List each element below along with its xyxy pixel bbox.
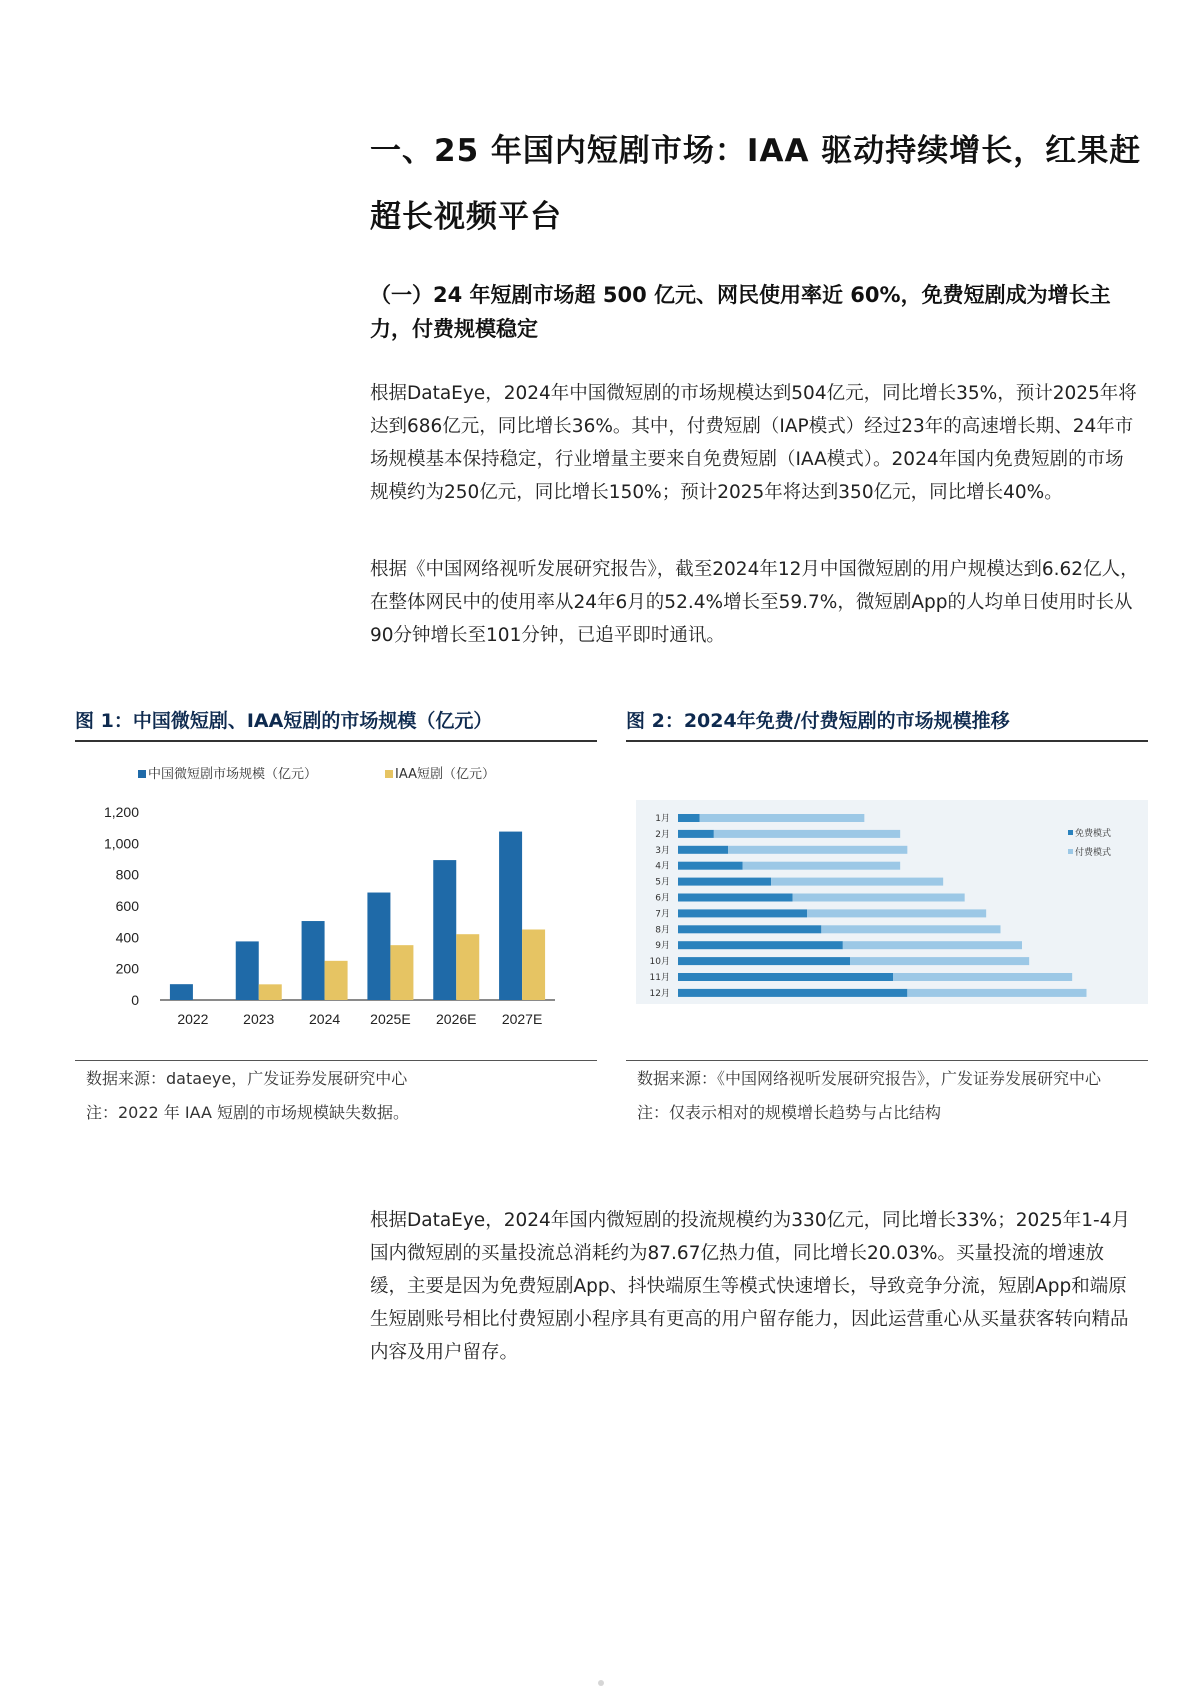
figure-1-title: 图 1：中国微短剧、IAA短剧的市场规模（亿元）	[75, 706, 597, 742]
bar-iaa	[456, 934, 479, 1000]
y-category-label: 9月	[655, 941, 670, 952]
bar-paid	[807, 909, 986, 917]
bar-free	[678, 957, 850, 965]
bar-iaa	[390, 945, 413, 1000]
legend-free-label: 免费模式	[1075, 829, 1112, 839]
bar-market-size	[236, 941, 259, 1000]
x-tick-label: 2025E	[370, 1011, 411, 1027]
bar-market-size	[499, 832, 522, 1000]
legend-iaa-label: IAA短剧（亿元）	[395, 767, 495, 782]
x-tick-label: 2022	[177, 1011, 209, 1027]
page-dot	[598, 1680, 604, 1686]
bar-paid	[850, 957, 1029, 965]
bar-paid	[843, 941, 1022, 949]
y-tick-label: 1,000	[103, 835, 139, 852]
figure-2-title: 图 2：2024年免费/付费短剧的市场规模推移	[626, 706, 1148, 742]
y-tick-label: 800	[115, 866, 139, 883]
bar-free	[678, 830, 714, 838]
bar-market-size	[170, 984, 193, 1000]
y-tick-label: 600	[115, 898, 139, 914]
y-category-label: 6月	[655, 893, 670, 904]
legend-iaa-swatch	[385, 770, 393, 778]
bar-paid	[728, 846, 907, 854]
y-tick-label: 400	[115, 929, 139, 946]
y-tick-label: 0	[131, 992, 139, 1008]
bar-paid	[771, 878, 943, 886]
figure-1-notes	[86, 1062, 596, 1130]
bar-market-size	[433, 860, 456, 1000]
bar-free	[678, 925, 821, 933]
figure-1-chart	[75, 748, 597, 1048]
bar-free	[678, 894, 793, 902]
section-title: 一、25 年国内短剧市场：IAA 驱动持续增长，红果赶超长视频平台	[370, 133, 1142, 235]
y-category-label: 7月	[655, 909, 670, 920]
legend-paid-swatch	[1068, 849, 1073, 854]
x-tick-label: 2027E	[501, 1011, 543, 1027]
y-tick-label: 1,200	[103, 804, 139, 820]
figure-2-note: 注：仅表示相对的规模增长趋势与占比结构	[637, 1103, 942, 1122]
y-category-label: 12月	[649, 988, 670, 999]
figure-2-chart	[636, 800, 1148, 1004]
bar-paid	[793, 894, 965, 902]
bar-paid	[821, 925, 1000, 933]
y-category-label: 8月	[655, 925, 670, 936]
bar-free	[678, 878, 771, 886]
bar-iaa	[259, 984, 282, 1000]
y-category-label: 1月	[655, 814, 670, 824]
bar-free	[678, 973, 893, 981]
x-tick-label: 2026E	[436, 1011, 477, 1027]
figure-2-bottom-rule	[626, 1060, 1148, 1061]
bar-free	[678, 909, 807, 917]
y-category-label: 2月	[655, 829, 670, 840]
figure-1-bottom-rule	[75, 1060, 597, 1061]
bar-paid	[714, 830, 900, 838]
bar-paid	[700, 814, 865, 822]
y-category-label: 4月	[655, 861, 670, 872]
bar-market-size	[302, 921, 325, 1000]
x-tick-label: 2024	[309, 1011, 341, 1027]
y-category-label: 11月	[649, 973, 670, 983]
bar-iaa	[325, 961, 348, 1000]
bar-market-size	[367, 893, 390, 1000]
figure-2-source: 数据来源：《中国网络视听发展研究报告》，广发证券发展研究中心	[637, 1069, 1102, 1088]
bar-paid	[907, 989, 1086, 997]
bar-free	[678, 846, 728, 854]
bar-free	[678, 862, 743, 870]
figure-1-note: 注：2022 年 IAA 短剧的市场规模缺失数据。	[86, 1103, 410, 1122]
y-category-label: 5月	[655, 877, 670, 888]
legend-paid-label: 付费模式	[1075, 848, 1112, 858]
bar-iaa	[522, 930, 545, 1001]
figure-2-chart-panel	[636, 800, 1148, 1004]
y-category-label: 3月	[655, 845, 670, 856]
figure-2-notes	[637, 1062, 1142, 1130]
bar-free	[678, 989, 907, 997]
legend-market-size-swatch	[138, 770, 146, 778]
paragraph-ad-spend: 根据DataEye，2024年国内微短剧的投流规模约为330亿元，同比增长33%；2025年1-4月国内微短剧的买量投流总消耗约为87.67亿热力值，同比增长20.03%。买量投流的增速放缓，主要是因为免费短剧App、抖快端原生等模式快速增长，导致竞争分流，短剧App和端原生短剧账号相比付费短剧小程序具有更高的用户留存能力，因此运营重心从买量获客转向精品内容及用户留存。	[370, 1210, 1131, 1363]
bar-paid	[893, 973, 1072, 981]
y-tick-label: 200	[115, 960, 139, 977]
bar-free	[678, 941, 843, 949]
paragraph-user-scale: 根据《中国网络视听发展研究报告》，截至2024年12月中国微短剧的用户规模达到6.62亿人，在整体网民中的使用率从24年6月的52.4%增长至59.7%，微短剧App的人均单日使用时长从90分钟增长至101分钟，已追平即时通讯。	[370, 559, 1139, 646]
paragraph-market-size: 根据DataEye，2024年中国微短剧的市场规模达到504亿元，同比增长35%，预计2025年将达到686亿元，同比增长36%。其中，付费短剧（IAP模式）经过23年的高速增长期、24年市场规模基本保持稳定，行业增量主要来自免费短剧（IAA模式）。2024年国内免费短剧的市场规模约为250亿元，同比增长150%；预计2025年将达到350亿元，同比增长40%。	[370, 383, 1137, 503]
x-tick-label: 2023	[243, 1011, 275, 1027]
bar-paid	[743, 862, 901, 870]
legend-free-swatch	[1068, 830, 1073, 835]
y-category-label: 10月	[649, 957, 670, 968]
legend-market-size-label: 中国微短剧市场规模（亿元）	[148, 767, 318, 782]
bar-free	[678, 814, 700, 822]
figure-1-source: 数据来源：dataeye，广发证券发展研究中心	[86, 1069, 408, 1088]
subsection-title: （一）24 年短剧市场超 500 亿元、网民使用率近 60%，免费短剧成为增长主力，付费规模稳定	[370, 283, 1111, 341]
